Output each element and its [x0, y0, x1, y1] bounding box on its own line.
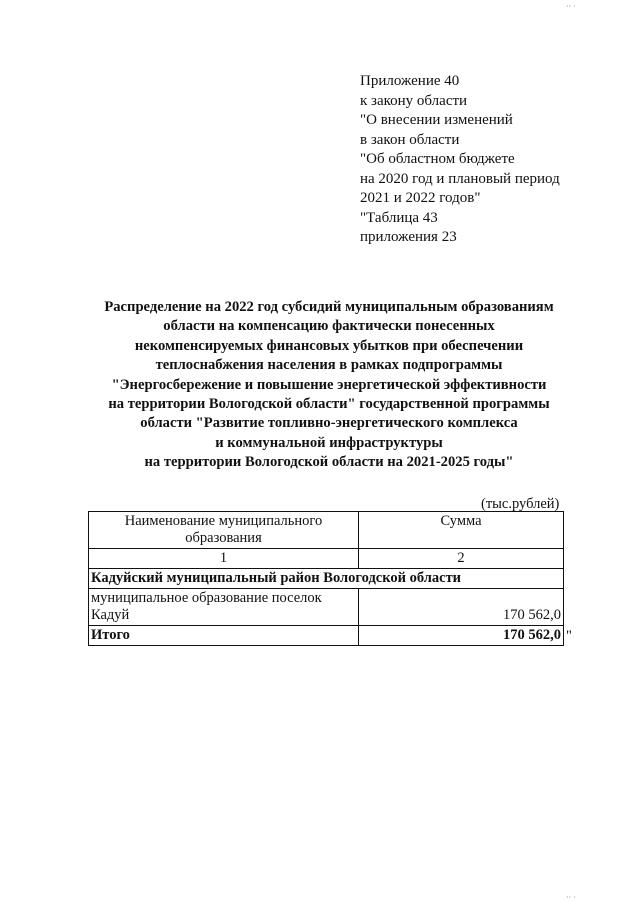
annex-line: "Об областном бюджете	[360, 151, 515, 167]
municipality-amount: 170 562,0	[359, 589, 564, 626]
municipality-name-line2: Кадуй	[91, 607, 130, 623]
column-number-2: 2	[359, 549, 564, 569]
total-amount: 170 562,0	[359, 626, 564, 646]
units-label: (тыс.рублей)	[481, 496, 560, 512]
table-header-row	[89, 512, 564, 549]
title-line: некомпенсируемых финансовых убытков при обеспечении	[134, 337, 524, 354]
annex-line: 2021 и 2022 годов"	[360, 190, 481, 206]
table-row	[89, 589, 564, 626]
municipality-name	[89, 589, 359, 626]
distribution-table	[88, 511, 564, 646]
annex-line: в закон области	[360, 131, 460, 148]
annex-line: Приложение 40	[360, 73, 460, 89]
scan-mark-top: ·· ·	[566, 2, 576, 11]
title-line: области "Развитие топливно-энергетического комплекса	[140, 415, 518, 432]
annex-line: на 2020 год и плановый период	[360, 170, 560, 187]
annex-line: "Таблица 43	[360, 209, 438, 226]
title-line: теплоснабжения населения в рамках подпрограммы	[155, 357, 503, 374]
total-row	[89, 626, 564, 646]
header-name-cell: Наименование муниципального образования	[89, 512, 359, 549]
column-number-row	[89, 549, 564, 569]
annex-line: к закону области	[360, 92, 468, 109]
title-line: и коммунальной инфраструктуры	[215, 434, 443, 451]
annex-line: приложения 23	[360, 229, 457, 245]
title-line: на территории Вологодской области" государственной программы	[108, 396, 550, 413]
title-line: Распределение на 2022 год субсидий муниципальным образованиям	[104, 299, 554, 315]
header-amount-cell: Сумма	[359, 512, 564, 549]
group-title: Кадуйский муниципальный район Вологодской области	[89, 569, 564, 589]
total-label: Итого	[89, 626, 359, 646]
municipality-name-line1: муниципальное образование поселок	[91, 590, 322, 606]
title-line: "Энергосбережение и повышение энергетической эффективности	[111, 376, 547, 393]
column-number-1: 1	[89, 549, 359, 569]
title-line: области на компенсацию фактически понесенных	[163, 318, 495, 335]
annex-reference	[360, 72, 560, 248]
closing-quote: "	[566, 628, 572, 644]
scan-mark-bottom: ·· ·	[566, 893, 576, 902]
document-title	[84, 298, 574, 473]
annex-line: "О внесении изменений	[360, 112, 513, 128]
title-line: на территории Вологодской области на 2021-2025 годы"	[144, 454, 514, 471]
group-row	[89, 569, 564, 589]
